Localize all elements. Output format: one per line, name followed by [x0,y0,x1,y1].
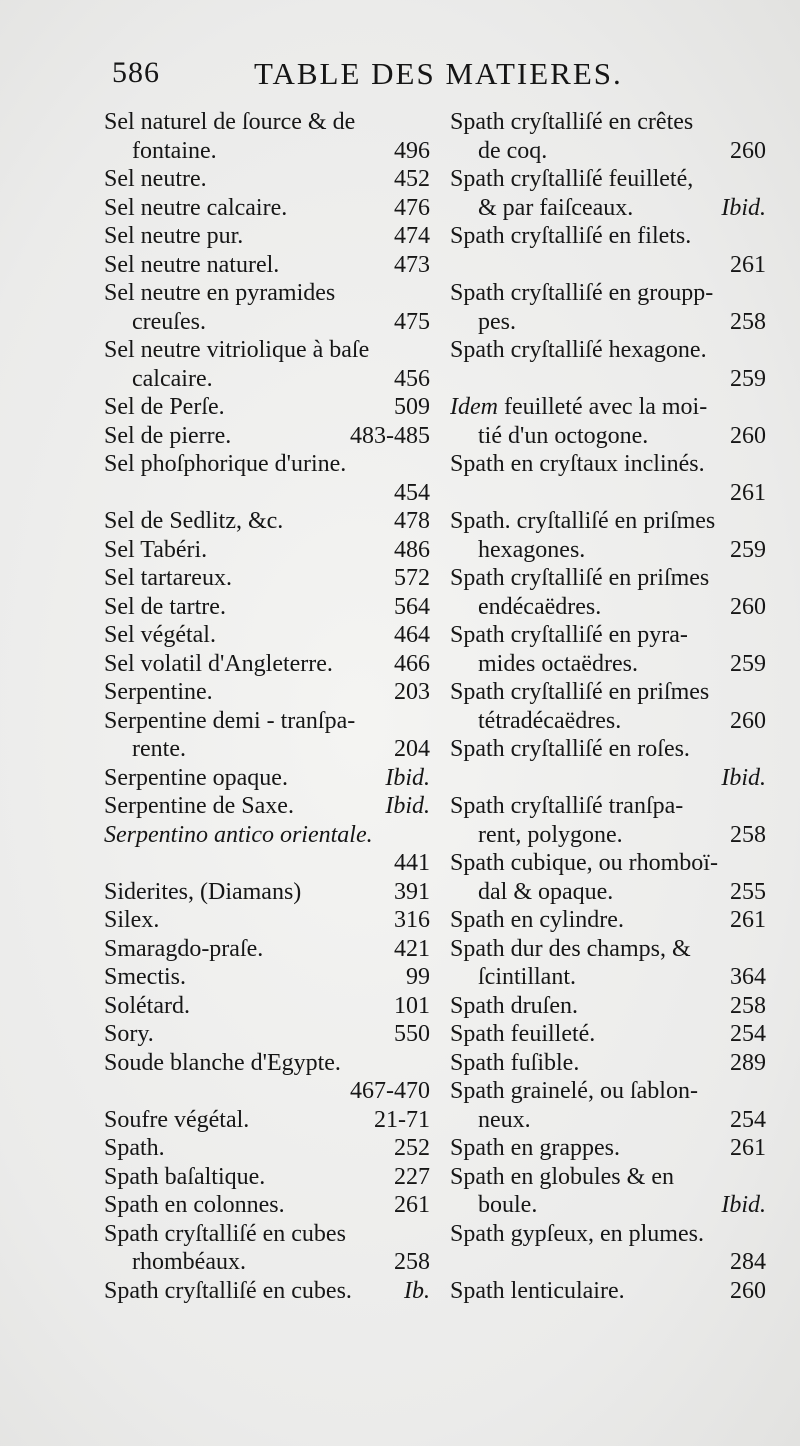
index-entry-line [104,764,430,793]
page-reference: Ib. [404,1277,430,1304]
page-reference: 258 [730,308,766,335]
page-reference: 261 [730,907,766,933]
index-entry-line [450,536,766,565]
index-entry [450,450,766,507]
entry-term: rent, polygone. [478,821,623,848]
page-reference: 456 [394,365,430,392]
index-entry [450,222,766,279]
index-entry-line [104,1220,430,1249]
page-reference: 289 [730,1049,766,1076]
index-entry-line [450,450,766,479]
index-entry-line [104,564,430,593]
page-reference: 421 [394,935,430,962]
index-entry-line [104,963,430,992]
page-reference: 258 [730,821,766,848]
page-reference: 464 [394,622,430,648]
entry-term: Sel de pierre. [104,422,232,449]
index-entry-line [104,1277,430,1306]
index-entry [450,1049,766,1078]
page-reference: 466 [394,650,430,677]
index-entry [450,992,766,1021]
entry-term: Spath cryſtalliſé tranſpa- [450,793,684,819]
index-entry [104,1106,430,1135]
index-entry-line [104,165,430,194]
index-entry [104,935,430,964]
index-column-right [450,108,766,1305]
page-reference: 441 [394,850,430,876]
index-entry-line [450,593,766,622]
index-entry [450,108,766,165]
entry-term: Serpentine de Saxe. [104,793,294,819]
running-title: TABLE DES MATIERES. [254,56,623,91]
index-entry-line [104,1020,430,1049]
index-entry [450,1277,766,1306]
page-reference: 258 [730,992,766,1019]
entry-term: hexagones. [478,536,586,563]
index-entry-line [450,564,766,593]
index-entry-line [104,365,430,394]
entry-term: Sel neutre calcaire. [104,194,288,221]
entry-term: Sel tartareux. [104,565,232,591]
entry-term: Silex. [104,907,160,933]
index-entry [450,935,766,992]
index-entry-line [104,308,430,337]
index-entry [104,279,430,336]
page-reference: 99 [406,964,430,990]
entry-term: Serpentine. [104,679,213,705]
entry-term: Sel neutre naturel. [104,251,280,278]
index-entry-line [450,222,766,251]
index-entry-line [104,1106,430,1135]
index-entry-line [104,507,430,536]
index-entry-line [104,621,430,650]
index-entry [104,393,430,422]
index-entry-line [104,707,430,736]
index-entry-line [450,621,766,650]
index-entry [104,450,430,507]
index-entry-line [104,735,430,764]
entry-term: de coq. [478,137,548,164]
entry-term: Idem feuilleté avec la moi- [450,394,708,420]
entry-term: Soude blanche d'Egypte. [104,1049,341,1076]
index-entry-line [450,422,766,451]
index-entry-line [104,450,430,479]
index-entry [104,1134,430,1163]
entry-term: Serpentine demi - tranſpa- [104,707,356,734]
index-entry [450,1220,766,1277]
entry-term: tétradécaëdres. [478,707,622,734]
index-entry [450,336,766,393]
entry-term: & par faiſceaux. [478,194,634,221]
entry-term: calcaire. [132,365,213,392]
index-entry-line [450,279,766,308]
index-entry-line [104,1163,430,1192]
index-entry-line [450,1049,766,1078]
index-entry [104,1191,430,1220]
page-reference: 467-470 [350,1078,430,1104]
entry-term: Spath cryſtalliſé en cubes. [104,1277,352,1304]
entry-term: Spath en grappes. [450,1135,620,1161]
page-reference: 260 [730,422,766,449]
page-reference: 550 [394,1021,430,1047]
index-entry [104,621,430,650]
entry-term: Spath feuilleté. [450,1021,596,1047]
entry-term: Spath cryſtalliſé en priſmes [450,679,710,705]
index-entry [104,422,430,451]
index-entry [104,1049,430,1106]
entry-term: Smaragdo-praſe. [104,935,264,962]
entry-term: Sel neutre. [104,166,207,192]
index-entry [450,1163,766,1220]
entry-term: endécaëdres. [478,593,602,620]
index-entry [450,507,766,564]
index-entry-line [104,935,430,964]
index-entry-line [450,165,766,194]
entry-term: Spath cubique, ou rhomboï- [450,850,718,876]
page-reference: 259 [730,650,766,677]
entry-term: dal & opaque. [478,878,614,905]
entry-term: rhombéaux. [132,1249,246,1275]
entry-term: Spath cryſtalliſé en roſes. [450,736,690,762]
index-entry-line [450,137,766,166]
entry-term: Sel phoſphorique d'urine. [104,451,347,477]
page-reference: 260 [730,593,766,620]
index-entry [104,1163,430,1192]
index-entry-line [104,878,430,907]
page-reference: 473 [394,251,430,278]
index-entry [450,393,766,450]
page-reference: 509 [394,394,430,420]
index-entry-line [450,1220,766,1249]
entry-term: Spath cryſtalliſé en filets. [450,223,692,249]
entry-term: Spath en cryſtaux inclinés. [450,451,705,477]
index-entry [104,564,430,593]
index-entry-line [450,336,766,365]
page-reference: 483-485 [350,422,430,449]
entry-term: Sel neutre pur. [104,223,244,249]
page-reference: 364 [730,964,766,990]
index-entry-line [450,393,766,422]
page-reference: 261 [394,1192,430,1218]
index-entry-line [450,507,766,536]
entry-term: rente. [132,736,186,762]
page-reference: 316 [394,907,430,933]
index-entry-line [104,393,430,422]
entry-term: Sel de tartre. [104,593,226,620]
index-entry [104,906,430,935]
index-entry-line [104,678,430,707]
index-entry-line [450,821,766,850]
entry-term: Sel volatil d'Angleterre. [104,650,333,677]
index-entry-line [450,1191,766,1220]
entry-term: Serpentine opaque. [104,764,288,791]
index-entry [450,165,766,222]
index-entry-line [104,906,430,935]
index-entry [104,536,430,565]
entry-term: Spath cryſtalliſé feuilleté, [450,166,694,192]
page-reference: 260 [730,707,766,734]
page-reference: 203 [394,679,430,705]
entry-term: Spath en globules & en [450,1163,674,1190]
index-entry-line [450,735,766,764]
entry-term: fontaine. [132,137,217,164]
entry-term: tié d'un octogone. [478,422,649,449]
index-entry-line [450,963,766,992]
index-entry [450,1077,766,1134]
page-reference: 259 [730,536,766,563]
index-entry-line [104,792,430,821]
index-entry [104,1277,430,1306]
entry-term: Spath cryſtalliſé en pyra- [450,622,688,648]
index-entry [104,1220,430,1277]
index-entry [104,108,430,165]
page-reference: 261 [730,479,766,506]
entry-term: Spath lenticulaire. [450,1277,625,1304]
index-entry-line [450,194,766,223]
index-entry-line [104,992,430,1021]
index-entry-line [104,137,430,166]
index-entry-line [104,1077,430,1106]
page-reference: Ibid. [721,1192,766,1218]
index-entry [104,336,430,393]
index-entry-line [104,1134,430,1163]
entry-term: ſcintillant. [478,964,576,990]
index-entry-line [450,650,766,679]
entry-term: Sel neutre vitriolique à baſe [104,337,370,363]
entry-term: Sel de Sedlitz, &c. [104,508,284,534]
index-entry [450,792,766,849]
page-reference: 391 [394,878,430,905]
entry-term: Soufre végétal. [104,1106,250,1133]
index-entry-line [104,222,430,251]
page-number: 586 [112,56,160,89]
index-entry-line [104,593,430,622]
entry-term: Sel de Perſe. [104,394,225,420]
entry-term: Sel Tabéri. [104,536,208,563]
index-entry [104,194,430,223]
index-entry-line [450,1134,766,1163]
page-reference: 474 [394,223,430,249]
entry-term: Spath cryſtalliſé en priſmes [450,565,710,591]
entry-term: Sel neutre en pyramides [104,280,336,306]
index-entry-line [450,1077,766,1106]
index-entry-line [104,1248,430,1277]
page-reference: 564 [394,593,430,620]
entry-term: Spath fuſible. [450,1049,580,1076]
entry-term: Serpentino antico orientale. [104,821,373,848]
entry-term: Sel naturel de ſource & de [104,109,356,135]
entry-term: Spath cryſtalliſé en cubes [104,1220,346,1247]
index-entry-line [104,849,430,878]
index-entry [450,1020,766,1049]
index-entry-line [104,336,430,365]
index-entry [104,593,430,622]
entry-term: Spath baſaltique. [104,1163,266,1190]
index-entry-line [104,1049,430,1078]
entry-term: Spath cryſtalliſé en groupp- [450,280,714,306]
page-reference: 204 [394,736,430,762]
index-entry-line [450,479,766,508]
entry-term: pes. [478,308,516,335]
index-entry-line [450,792,766,821]
entry-term: Spath. cryſtalliſé en priſmes [450,508,716,534]
entry-term: Spath en colonnes. [104,1192,285,1218]
page-reference: 454 [394,479,430,506]
page-reference: 259 [730,365,766,392]
page-reference: 452 [394,166,430,192]
index-entry [104,992,430,1021]
index-entry-line [450,1248,766,1277]
index-entry [104,678,430,707]
index-entry [104,1020,430,1049]
page-reference: 284 [730,1249,766,1275]
entry-term: Spath cryſtalliſé en crêtes [450,109,694,135]
page-reference: 486 [394,536,430,563]
index-entry-line [104,422,430,451]
index-entry-line [450,678,766,707]
page-reference: 476 [394,194,430,221]
entry-term: Spath dur des champs, & [450,935,691,962]
index-entry [450,849,766,906]
index-column-left [104,108,430,1305]
index-entry [450,621,766,678]
index-entry [104,792,430,821]
page-reference: 101 [394,992,430,1019]
entry-term: Spath cryſtalliſé hexagone. [450,337,707,363]
index-entry-line [104,536,430,565]
index-entry-line [450,764,766,793]
index-entry-line [104,821,430,850]
index-entry-line [450,849,766,878]
index-entry-line [450,992,766,1021]
page-reference: 260 [730,1277,766,1304]
index-entry-line [104,479,430,508]
page-header [112,56,672,106]
index-entry [450,564,766,621]
page-reference: Ibid. [721,194,766,221]
entry-term: Sel végétal. [104,622,216,648]
index-entry-line [450,1020,766,1049]
index-entry [104,507,430,536]
index-entry-line [104,251,430,280]
index-entry [450,678,766,735]
entry-term: Sory. [104,1021,154,1047]
entry-term: Siderites, (Diamans) [104,878,302,905]
index-entry-line [450,308,766,337]
index-entry [104,222,430,251]
index-entry-line [104,194,430,223]
entry-term: Smectis. [104,964,186,990]
index-entry [104,707,430,764]
page-reference: Ibid. [385,764,430,791]
index-entry-line [450,1277,766,1306]
index-entry-line [450,1163,766,1192]
entry-term: Spath druſen. [450,992,578,1019]
index-entry-line [104,650,430,679]
index-entry-line [450,935,766,964]
page-reference: 478 [394,508,430,534]
entry-term: boule. [478,1192,538,1218]
index-entry [104,251,430,280]
page-reference: Ibid. [721,764,766,791]
page-reference: 261 [730,251,766,278]
page-reference: 255 [730,878,766,905]
index-entry-line [104,108,430,137]
index-entry-line [450,906,766,935]
entry-term: Spath grainelé, ou ſablon- [450,1078,698,1104]
page-reference: 227 [394,1163,430,1190]
page-reference: 496 [394,137,430,164]
index-entry-line [450,878,766,907]
index-entry-line [104,279,430,308]
entry-term: Spath gypſeux, en plumes. [450,1220,704,1247]
index-entry-line [450,251,766,280]
index-entry-line [450,365,766,394]
index-entry [450,735,766,792]
page-reference: 254 [730,1021,766,1047]
index-entry [104,878,430,907]
page-reference: 254 [730,1106,766,1133]
page-reference: 258 [394,1249,430,1275]
entry-term: creuſes. [132,308,206,335]
page-reference: 475 [394,308,430,335]
index-entry-line [450,707,766,736]
index-entry [104,821,430,878]
index-entry [450,1134,766,1163]
page-reference: 21-71 [374,1106,430,1133]
entry-term: mides octaëdres. [478,650,638,677]
page-reference: 261 [730,1135,766,1161]
index-entry-line [450,108,766,137]
page-reference: 260 [730,137,766,164]
entry-term: Solétard. [104,992,190,1019]
index-entry [104,650,430,679]
index-entry [104,764,430,793]
index-entry [450,279,766,336]
index-entry [104,963,430,992]
page-reference: 252 [394,1135,430,1161]
index-entry-line [450,1106,766,1135]
index-entry-line [104,1191,430,1220]
entry-term: Spath en cylindre. [450,907,624,933]
index-entry [450,906,766,935]
entry-term: neux. [478,1106,531,1133]
entry-term: Spath. [104,1135,165,1161]
page-reference: 572 [394,565,430,591]
page-reference: Ibid. [385,793,430,819]
index-entry [104,165,430,194]
